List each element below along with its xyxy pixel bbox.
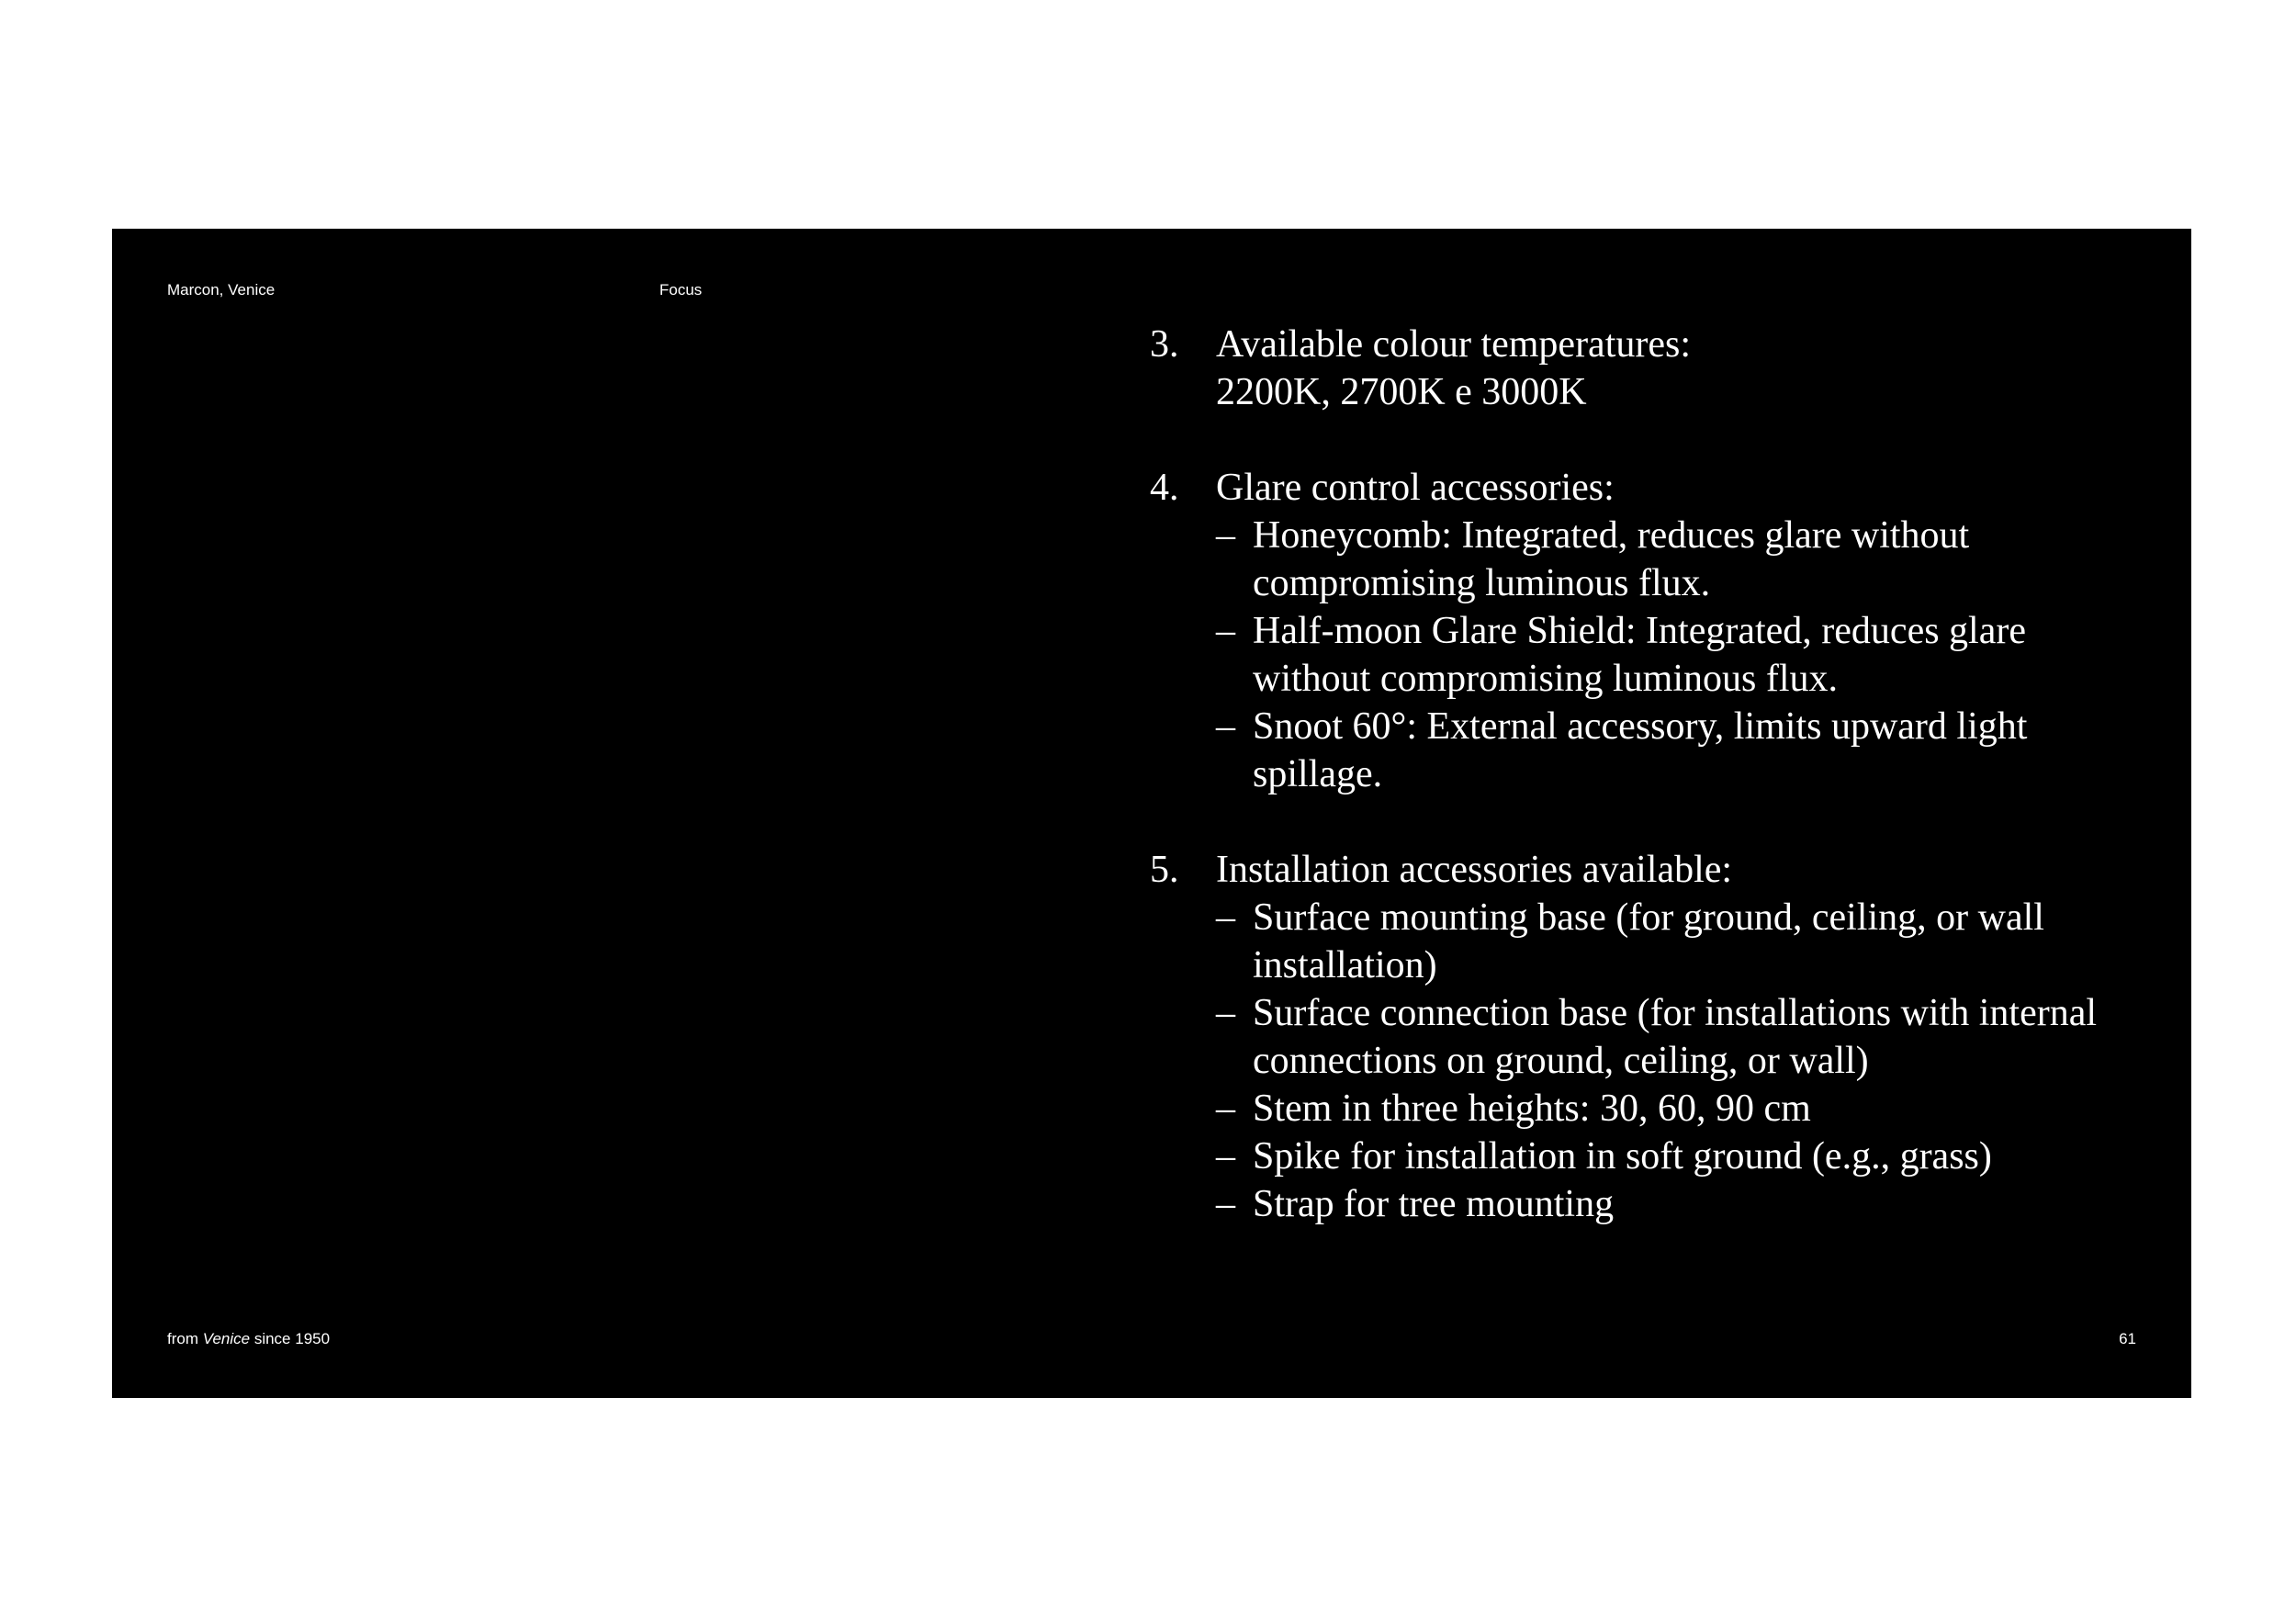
header-section: Focus (659, 281, 703, 299)
header-location: Marcon, Venice (167, 281, 276, 299)
item-number: 5. (1150, 849, 1179, 891)
dash-bullet: – (1216, 992, 1235, 1034)
item-title: Available colour temperatures: (1216, 323, 1692, 366)
sub-item-honeycomb (1216, 512, 2142, 607)
dash-bullet: – (1216, 896, 1235, 939)
page-spread (112, 229, 2191, 1398)
sub-item-text: Surface mounting base (for ground, ceiling, or wall installation) (1253, 896, 2044, 986)
item-number: 3. (1150, 323, 1179, 366)
dash-bullet: – (1216, 1135, 1235, 1178)
dash-bullet: – (1216, 610, 1235, 652)
sub-item-text: Honeycomb: Integrated, reduces glare without compromising luminous flux. (1253, 514, 1970, 604)
sub-item-text: Stem in three heights: 30, 60, 90 cm (1253, 1088, 1811, 1130)
item-title: Glare control accessories: (1216, 467, 1615, 509)
item-body (1216, 464, 2142, 798)
spec-item-colour-temperatures (1150, 321, 2142, 416)
item-value: 2200K, 2700K e 3000K (1216, 371, 1587, 413)
footer-suffix: since 1950 (253, 1330, 331, 1347)
sub-item-text: Spike for installation in soft ground (e.g., grass) (1253, 1135, 1992, 1178)
page-number: 61 (2119, 1330, 2136, 1347)
sub-item-surface-connection-base (1216, 989, 2142, 1085)
dash-bullet: – (1216, 514, 1235, 557)
sub-item-stem (1216, 1085, 2142, 1133)
sub-item-text: Half-moon Glare Shield: Integrated, reduces glare without compromising luminous flux. (1253, 610, 2026, 700)
sub-item-snoot (1216, 703, 2142, 798)
spec-item-installation-accessories (1150, 846, 2142, 1228)
spec-list (1150, 321, 2142, 1276)
spec-item-glare-control (1150, 464, 2142, 798)
sub-item-text: Snoot 60°: External accessory, limits upward light spillage. (1253, 705, 2028, 795)
footer-italic: Venice (202, 1330, 251, 1347)
sub-item-surface-mounting-base (1216, 894, 2142, 989)
dash-bullet: – (1216, 705, 1235, 748)
sub-item-half-moon-shield (1216, 607, 2142, 703)
sub-item-strap (1216, 1180, 2142, 1228)
sub-item-text: Surface connection base (for installations with internal connections on ground, ceiling, or wall) (1253, 992, 2098, 1082)
dash-bullet: – (1216, 1183, 1235, 1225)
sub-item-spike (1216, 1133, 2142, 1180)
item-body (1216, 846, 2142, 1228)
sub-item-text: Strap for tree mounting (1253, 1183, 1615, 1225)
item-body (1216, 321, 2142, 416)
footer-prefix: from (167, 1330, 198, 1347)
footer-tagline (167, 1330, 330, 1348)
dash-bullet: – (1216, 1088, 1235, 1130)
item-number: 4. (1150, 467, 1179, 509)
item-title: Installation accessories available: (1216, 849, 1733, 891)
